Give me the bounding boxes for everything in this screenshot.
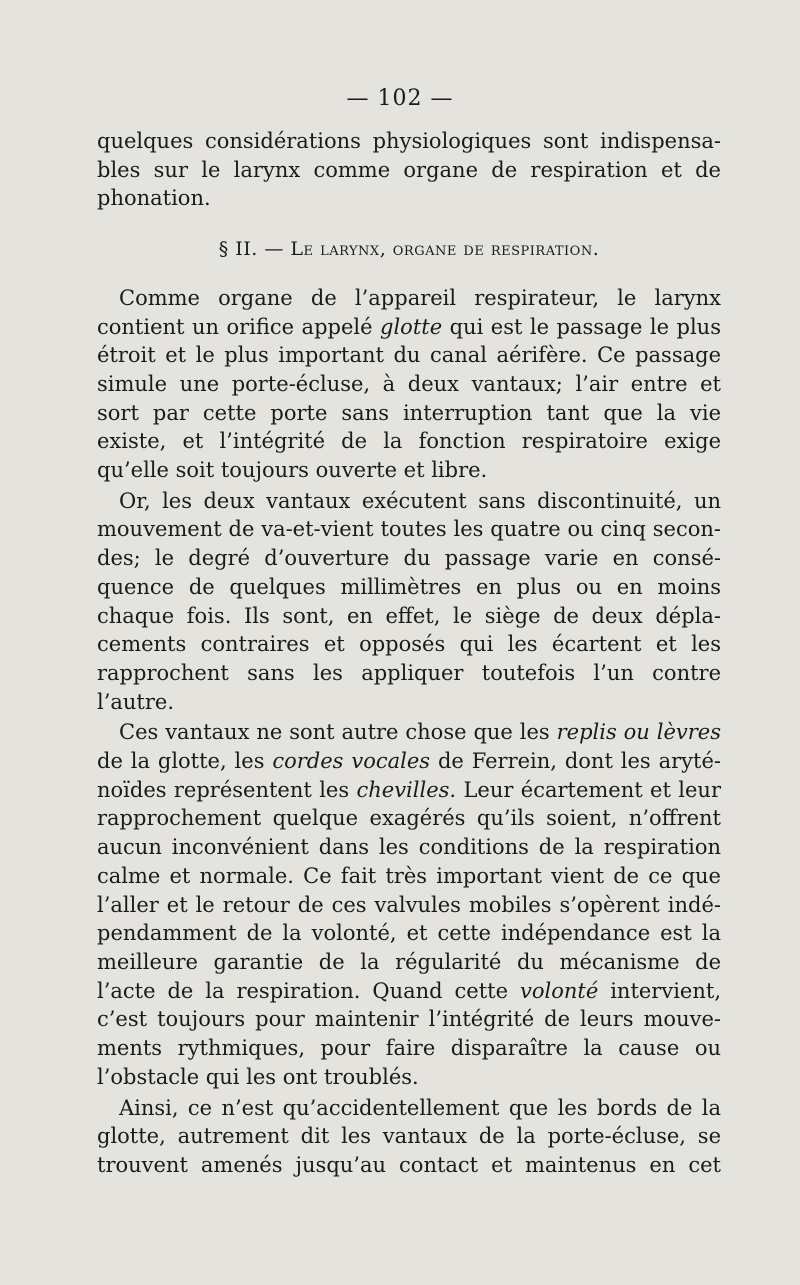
body-text: [97, 127, 721, 1180]
section-title: Le larynx, organe de respiration.: [290, 238, 600, 261]
text-line: Ainsi, ce n’est qu’accidentellement que les bords de la: [119, 1095, 721, 1120]
text-line: noïdes représentent les chevilles. Leur écartement et leur: [97, 777, 721, 802]
text-line: bles sur le larynx comme organe de respiration et de: [97, 157, 721, 182]
text-line: glotte, autrement dit les vantaux de la porte-écluse, se: [97, 1124, 721, 1149]
section-dash: —: [264, 238, 284, 261]
text-line: Ces vantaux ne sont autre chose que les replis ou lèvres: [119, 720, 721, 745]
text-line: l’acte de la respiration. Quand cette volonté intervient,: [97, 978, 721, 1003]
text-line: quelques considérations physiologiques sont indispensa-: [97, 129, 721, 153]
text-line: existe, et l’intégrité de la fonction respiratoire exige: [97, 429, 721, 454]
text-line: phonation.: [97, 186, 211, 211]
text-line: sort par cette porte sans interruption tant que la vie: [97, 400, 721, 425]
page-number: — 102 —: [346, 86, 454, 111]
text-line: trouvent amenés jusqu’au contact et maintenus en cet: [97, 1152, 721, 1177]
text-line: l’aller et le retour de ces valvules mobiles s’opèrent indé-: [97, 892, 721, 917]
italic-term: replis ou lèvres: [556, 720, 721, 745]
text-line: contient un orifice appelé glotte qui est le passage le plus: [97, 314, 721, 339]
text-line: Or, les deux vantaux exécutent sans discontinuité, un: [119, 488, 721, 513]
text-line: Comme organe de l’appareil respirateur, le larynx: [119, 285, 721, 310]
section-number: § II.: [218, 238, 258, 261]
text-line: l’autre.: [97, 689, 175, 714]
text-line: chaque fois. Ils sont, en effet, le siège de deux dépla-: [97, 603, 721, 628]
text-line: de la glotte, les cordes vocales de Ferrein, dont les aryté-: [97, 749, 721, 774]
text-line: mouvement de va-et-vient toutes les quatre ou cinq secon-: [97, 517, 721, 542]
text-line: c’est toujours pour maintenir l’intégrité de leurs mouve-: [97, 1007, 721, 1032]
italic-term: volonté: [519, 978, 599, 1003]
section-heading: [97, 235, 721, 264]
text-line: meilleure garantie de la régularité du mécanisme de: [97, 949, 721, 974]
text-line: l’obstacle qui les ont troublés.: [97, 1064, 419, 1089]
italic-term: glotte: [380, 314, 443, 339]
text-line: aucun inconvénient dans les conditions de la respiration: [97, 835, 721, 860]
italic-term: chevilles.: [356, 777, 457, 802]
text-line: quence de quelques millimètres en plus ou en moins: [97, 574, 721, 599]
text-line: rapprochent sans les appliquer toutefois l’un contre: [97, 660, 721, 685]
text-line: rapprochement quelque exagérés qu’ils soient, n’offrent: [97, 806, 721, 831]
text-line: pendamment de la volonté, et cette indépendance est la: [97, 921, 721, 946]
italic-term: cordes vocales: [272, 749, 431, 774]
text-line: simule une porte-écluse, à deux vantaux; l’air entre et: [97, 371, 721, 396]
text-line: étroit et le plus important du canal aérifère. Ce passage: [97, 343, 721, 368]
text-line: ments rythmiques, pour faire disparaître la cause ou: [97, 1036, 721, 1061]
text-line: cements contraires et opposés qui les écartent et les: [97, 632, 721, 657]
text-line: qu’elle soit toujours ouverte et libre.: [97, 458, 488, 483]
text-line: des; le degré d’ouverture du passage varie en consé-: [97, 546, 721, 571]
text-line: calme et normale. Ce fait très important vient de ce que: [97, 863, 721, 888]
